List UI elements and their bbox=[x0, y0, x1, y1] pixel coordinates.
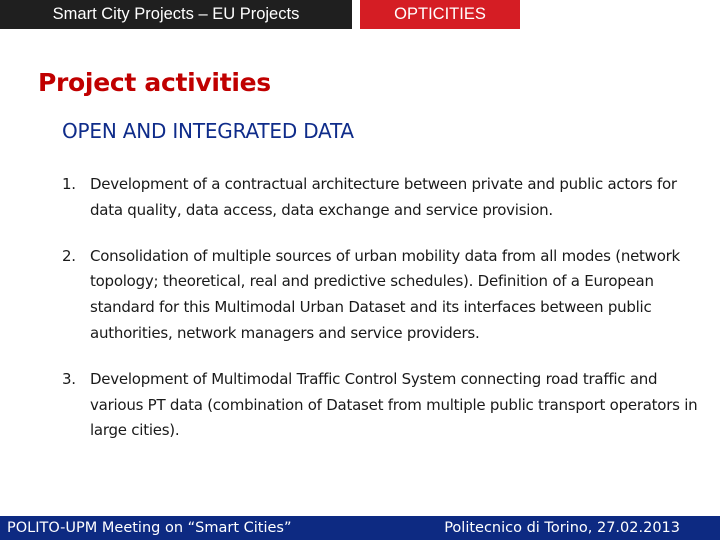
list-item-number: 2. bbox=[62, 246, 76, 265]
list-item bbox=[62, 244, 702, 347]
slide-subtitle: OPEN AND INTEGRATED DATA bbox=[62, 119, 354, 143]
header-project-category: Smart City Projects – EU Projects bbox=[0, 0, 352, 29]
list-item bbox=[62, 172, 702, 224]
list-item-number: 3. bbox=[62, 369, 76, 388]
activity-list bbox=[62, 172, 702, 444]
footer-venue-date: Politecnico di Torino, 27.02.2013 bbox=[444, 520, 680, 536]
list-item bbox=[62, 367, 702, 444]
list-item-number: 1. bbox=[62, 175, 76, 193]
footer-meeting: POLITO-UPM Meeting on “Smart Cities” bbox=[7, 520, 292, 536]
header-project-name: OPTICITIES bbox=[360, 0, 520, 29]
list-item-text: Consolidation of multiple sources of urban mobility data from all modes (network topology; theoretical, real and predictive schedules). Definition of a European standard for this Multimodal Urban Dataset and its interfaces between public authorities, network managers and service providers. bbox=[90, 246, 680, 342]
slide-title: Project activities bbox=[38, 68, 271, 97]
footer-bar bbox=[0, 516, 720, 540]
list-item-text: Development of Multimodal Traffic Control System connecting road traffic and various PT data (combination of Dataset from multiple public transport operators in large cities). bbox=[90, 369, 698, 440]
list-item-text: Development of a contractual architecture between private and public actors for data quality, data access, data exchange and service provision. bbox=[90, 175, 677, 219]
